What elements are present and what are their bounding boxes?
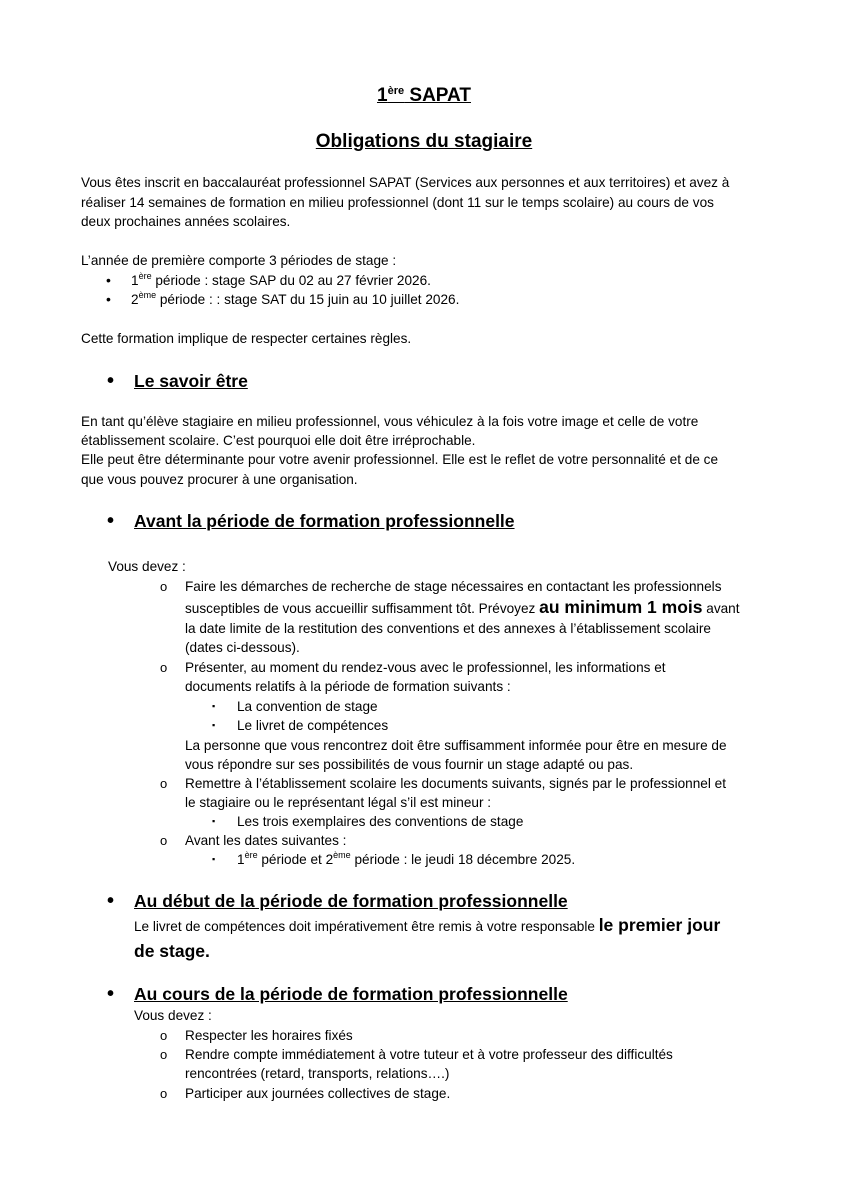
section-bullet: • xyxy=(107,983,115,1005)
avant-item-1-text-a: susceptibles de vous accueillir suffisamment tôt. Prévoyez xyxy=(185,601,540,616)
avant-item-2-sub-2: Le livret de compétences xyxy=(237,718,389,733)
square-bullet: ▪ xyxy=(212,701,216,711)
avant-item-2-line-3: La personne que vous rencontrez doit être suffisamment informée pour être en mesure de xyxy=(185,738,727,753)
cours-item-3: Participer aux journées collectives de stage. xyxy=(185,1086,451,1101)
period-1-text: période : stage SAP du 02 au 27 février 2026. xyxy=(151,273,431,288)
debut-emphasis: le premier jour xyxy=(598,915,721,935)
period-2-text: période : : stage SAT du 15 juin au 10 juillet 2026. xyxy=(156,292,460,307)
circle-bullet: o xyxy=(160,833,168,848)
circle-bullet: o xyxy=(160,1028,168,1043)
intro-periods-text: L’année de première comporte 3 périodes de stage : xyxy=(81,253,397,268)
savoir-line-4: que vous pouvez procurer à une organisation. xyxy=(81,472,358,487)
avant-item-1-line-1: Faire les démarches de recherche de stage nécessaires en contactant les professionnels xyxy=(185,579,722,594)
avant-item-1-line-2 xyxy=(185,598,740,619)
title-superscript: ère xyxy=(387,85,405,97)
period-1-sup: ère xyxy=(138,271,152,281)
period-2-number: 2 xyxy=(131,292,139,307)
debut-line-1 xyxy=(134,916,720,937)
section-bullet: • xyxy=(107,890,115,912)
title-number: 1 xyxy=(377,85,388,106)
savoir-line-3: Elle peut être déterminante pour votre avenir professionnel. Elle est le reflet de votre personnalité et de ce xyxy=(81,452,719,467)
debut-line-2: de stage. xyxy=(134,941,210,961)
page-title xyxy=(0,84,848,108)
avant-item-2-sub-1: La convention de stage xyxy=(237,699,378,714)
section-heading-avant: Avant la période de formation professionnelle xyxy=(134,511,515,531)
circle-bullet: o xyxy=(160,776,168,791)
period-2-sup: ème xyxy=(138,290,157,300)
section-heading-debut: Au début de la période de formation professionnelle xyxy=(134,891,568,911)
savoir-line-1: En tant qu’élève stagiaire en milieu professionnel, vous véhiculez à la fois votre image et celle de votre xyxy=(81,414,699,429)
avant-item-3-sub-1: Les trois exemplaires des conventions de stage xyxy=(237,814,524,829)
deadline-sup-2: ème xyxy=(333,850,351,860)
avant-item-1-text-c: avant xyxy=(702,601,740,616)
cours-item-1: Respecter les horaires fixés xyxy=(185,1028,353,1043)
cours-item-2-line-2: rencontrées (retard, transports, relations….) xyxy=(185,1066,450,1081)
savoir-line-2: établissement scolaire. C’est pourquoi elle doit être irréprochable. xyxy=(81,433,476,448)
avant-item-1-line-4: (dates ci-dessous). xyxy=(185,640,300,655)
section-heading-savoir-etre: Le savoir être xyxy=(134,371,248,391)
avant-item-4-line-1: Avant les dates suivantes : xyxy=(185,833,347,848)
avant-item-2-line-4: vous répondre sur ses possibilités de vous fournir un stage adapté ou pas. xyxy=(185,757,634,772)
avant-item-1-emphasis: au minimum 1 mois xyxy=(539,597,703,617)
section-bullet: • xyxy=(107,370,115,392)
avant-item-1-line-3: la date limite de la restitution des conventions et des annexes à l’établissement scolaire xyxy=(185,621,711,636)
circle-bullet: o xyxy=(160,579,168,594)
square-bullet: ▪ xyxy=(212,854,216,864)
period-1-number: 1 xyxy=(131,273,139,288)
cours-item-2-line-1: Rendre compte immédiatement à votre tuteur et à votre professeur des difficultés xyxy=(185,1047,673,1062)
period-item-2 xyxy=(131,290,459,310)
section-bullet: • xyxy=(107,510,115,532)
avant-item-3-line-1: Remettre à l’établissement scolaire les documents suivants, signés par le professionnel et xyxy=(185,776,726,791)
circle-bullet: o xyxy=(160,1047,168,1062)
intro-rules-text: Cette formation implique de respecter certaines règles. xyxy=(81,331,412,346)
avant-item-2-line-1: Présenter, au moment du rendez-vous avec le professionnel, les informations et xyxy=(185,660,666,675)
circle-bullet: o xyxy=(160,1086,168,1101)
avant-item-3-line-2: le stagiaire ou le représentant légal s’il est mineur : xyxy=(185,795,492,810)
bullet-glyph: • xyxy=(106,291,111,307)
intro-line-1: Vous êtes inscrit en baccalauréat professionnel SAPAT (Services aux personnes et aux territoires) et avez à xyxy=(81,175,730,190)
square-bullet: ▪ xyxy=(212,816,216,826)
deadline-sup-1: ère xyxy=(244,850,258,860)
avant-item-2-line-2: documents relatifs à la période de formation suivants : xyxy=(185,679,511,694)
deadline-number-1: 1 xyxy=(237,852,245,867)
deadline-text-end: période : le jeudi 18 décembre 2025. xyxy=(350,852,576,867)
title-text: SAPAT xyxy=(404,85,471,106)
period-item-1 xyxy=(131,271,431,291)
square-bullet: ▪ xyxy=(212,720,216,730)
circle-bullet: o xyxy=(160,660,168,675)
intro-line-2: réaliser 14 semaines de formation en milieu professionnel (dont 11 sur le temps scolaire) au cours de vos xyxy=(81,195,714,210)
bullet-glyph: • xyxy=(106,272,111,288)
intro-line-3: deux prochaines années scolaires. xyxy=(81,214,291,229)
avant-intro: Vous devez : xyxy=(108,559,186,574)
debut-text: Le livret de compétences doit impérativement être remis à votre responsable xyxy=(134,919,599,934)
section-heading-cours: Au cours de la période de formation professionnelle xyxy=(134,984,568,1004)
cours-intro: Vous devez : xyxy=(134,1008,212,1023)
page-subtitle: Obligations du stagiaire xyxy=(315,131,533,152)
deadline-text-mid: période et 2 xyxy=(257,852,334,867)
avant-item-4-sub-1 xyxy=(237,850,575,870)
